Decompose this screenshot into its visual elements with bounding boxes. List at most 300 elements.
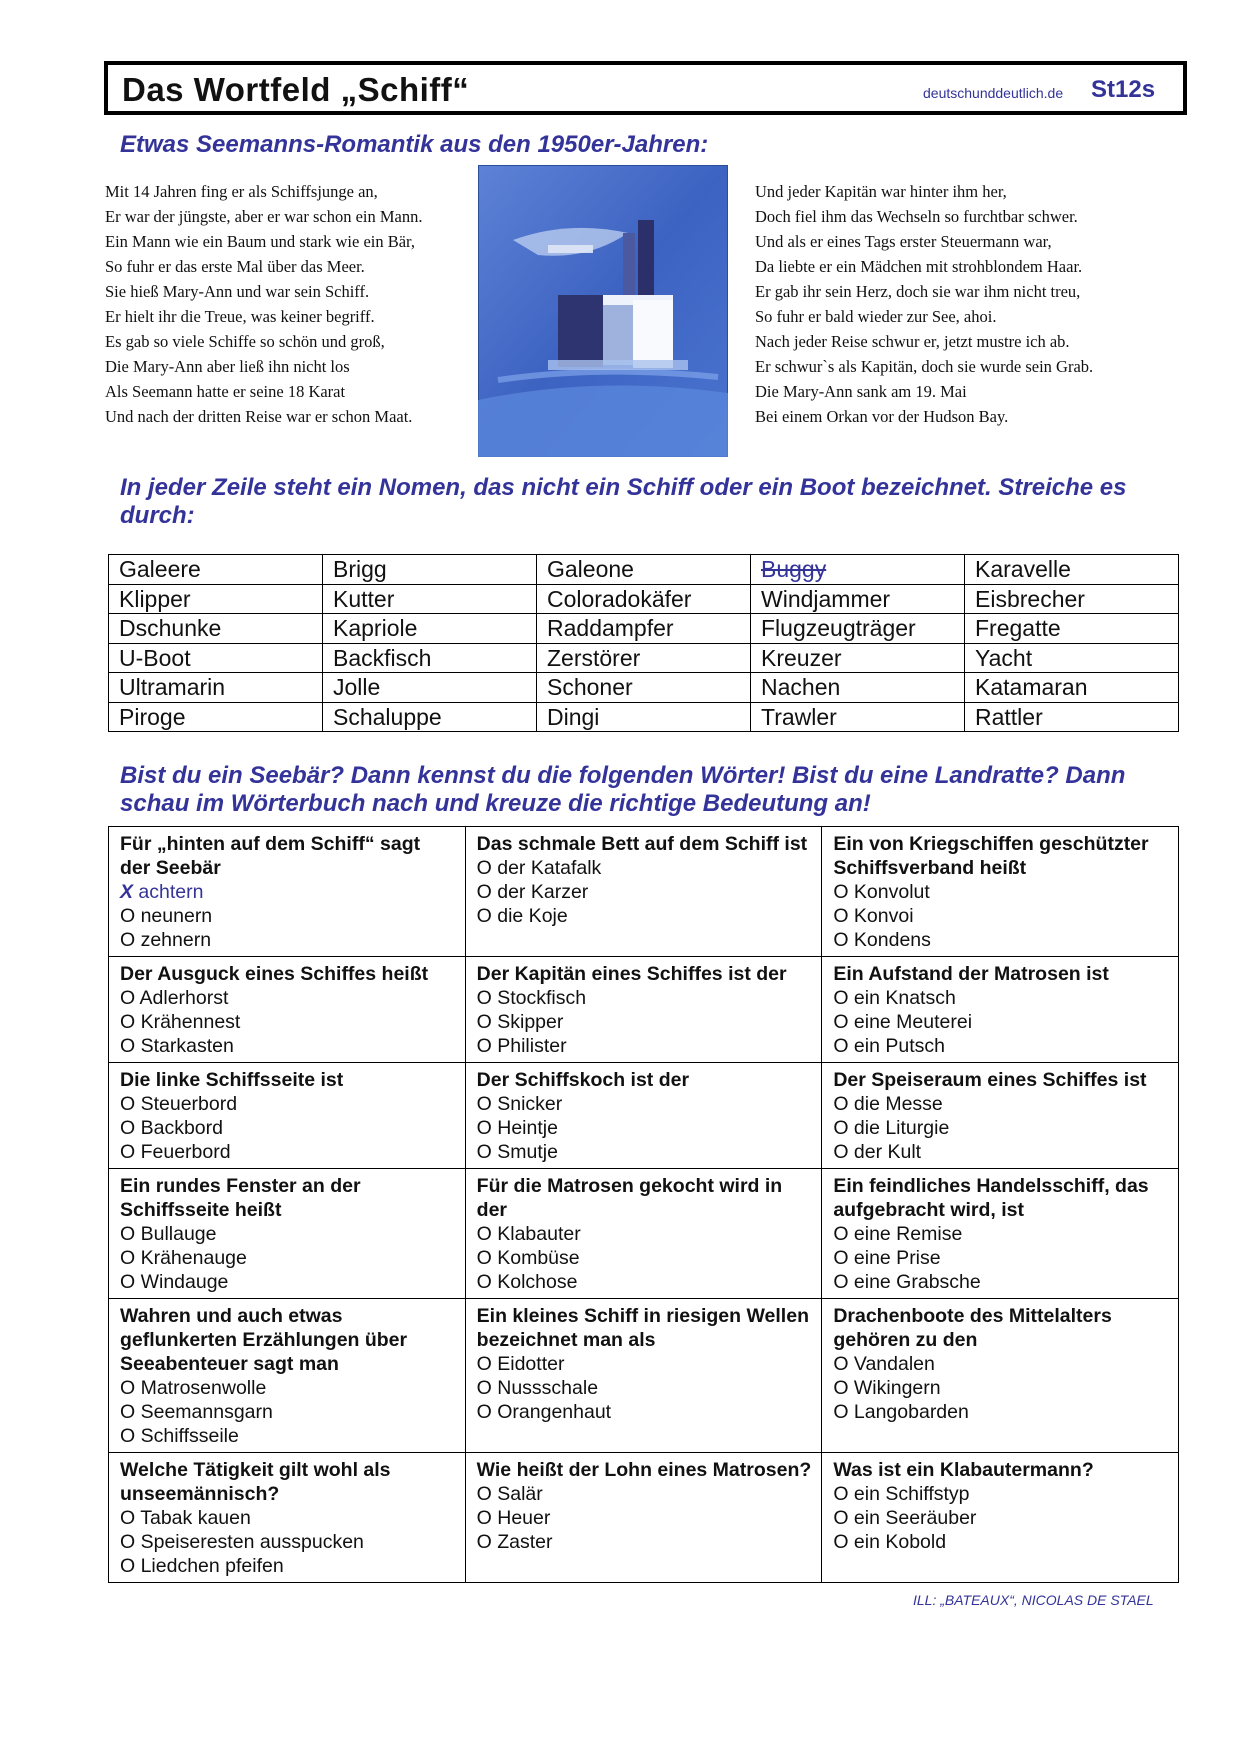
word-row	[109, 584, 1179, 614]
quiz-option[interactable]	[120, 1530, 455, 1554]
option-label: die Messe	[848, 1093, 943, 1115]
unchecked-circle[interactable]: O	[833, 929, 849, 951]
word-table	[108, 554, 1179, 732]
quiz-option[interactable]	[833, 880, 1168, 904]
quiz-cell	[822, 1063, 1179, 1169]
option-label: Tabak kauen	[135, 1507, 251, 1529]
unchecked-circle[interactable]: O	[120, 1011, 136, 1033]
option-label: neunern	[135, 905, 213, 927]
unchecked-circle[interactable]: O	[476, 1141, 492, 1163]
poem-line: So fuhr er das erste Mal über das Meer.	[105, 257, 365, 276]
quiz-option[interactable]	[120, 904, 455, 928]
option-label: Wikingern	[848, 1377, 941, 1399]
section1-heading: Etwas Seemanns-Romantik aus den 1950er-Jahren:	[120, 131, 709, 158]
quiz-question: Wie heißt der Lohn eines Matrosen?	[476, 1459, 812, 1481]
quiz-question: Ein kleines Schiff in riesigen Wellen bezeichnet man als	[476, 1305, 809, 1351]
quiz-option[interactable]	[477, 1222, 812, 1246]
quiz-cell	[465, 827, 822, 957]
quiz-option[interactable]	[120, 1400, 455, 1424]
quiz-option[interactable]	[120, 880, 455, 904]
quiz-option[interactable]	[477, 1482, 812, 1506]
word-row	[109, 555, 1179, 585]
option-label: Zaster	[491, 1531, 553, 1553]
word-row	[109, 614, 1179, 644]
quiz-option[interactable]	[477, 1246, 812, 1270]
word-cell[interactable]	[965, 673, 1179, 703]
word-cell[interactable]	[537, 584, 751, 614]
word: Trawler	[761, 703, 837, 730]
option-label: ein Putsch	[848, 1035, 945, 1057]
option-label: eine Remise	[848, 1223, 963, 1245]
option-label: Feuerbord	[135, 1141, 231, 1163]
unchecked-circle[interactable]: O	[476, 1223, 492, 1245]
quiz-option[interactable]	[833, 1222, 1168, 1246]
option-label: Salär	[491, 1483, 543, 1505]
word: Schoner	[547, 674, 633, 701]
word-row	[109, 643, 1179, 673]
quiz-cell	[822, 1453, 1179, 1583]
unchecked-circle[interactable]: O	[120, 905, 136, 927]
quiz-option[interactable]	[833, 1010, 1168, 1034]
quiz-cell	[465, 1299, 822, 1453]
worksheet-code: St12s	[1091, 76, 1156, 103]
quiz-cell	[822, 1169, 1179, 1299]
poem-line: Als Seemann hatte er seine 18 Karat	[105, 382, 346, 401]
option-label: eine Grabsche	[848, 1271, 981, 1293]
word: Karavelle	[975, 556, 1071, 583]
word-cell[interactable]	[323, 673, 537, 703]
word: Galeere	[119, 556, 201, 583]
quiz-cell	[822, 1299, 1179, 1453]
word-cell[interactable]	[537, 702, 751, 732]
quiz-option[interactable]	[120, 986, 455, 1010]
title-box	[104, 61, 1187, 115]
quiz-cell	[465, 1453, 822, 1583]
quiz-option[interactable]	[120, 1424, 455, 1448]
unchecked-circle[interactable]: O	[833, 1531, 849, 1553]
quiz-cell	[465, 1063, 822, 1169]
quiz-option[interactable]	[477, 1116, 812, 1140]
quiz-option[interactable]	[833, 986, 1168, 1010]
word: Dschunke	[119, 615, 222, 642]
unchecked-circle[interactable]: O	[120, 1247, 136, 1269]
unchecked-circle[interactable]: O	[833, 905, 849, 927]
poem-line: Er schwur`s als Kapitän, doch sie wurde sein Grab.	[755, 357, 1094, 376]
option-label: Skipper	[491, 1011, 564, 1033]
quiz-option[interactable]	[477, 1092, 812, 1116]
unchecked-circle[interactable]: O	[833, 1271, 849, 1293]
quiz-row	[109, 1063, 1179, 1169]
unchecked-circle[interactable]: O	[120, 1141, 136, 1163]
option-label: Eidotter	[491, 1353, 565, 1375]
poem-line: Doch fiel ihm das Wechseln so furchtbar schwer.	[755, 207, 1078, 226]
quiz-option[interactable]	[833, 1140, 1168, 1164]
option-label: Schiffsseile	[135, 1425, 239, 1447]
quiz-question: Welche Tätigkeit gilt wohl als unseemännisch?	[120, 1459, 391, 1505]
quiz-option[interactable]	[477, 1506, 812, 1530]
option-label: Kolchose	[491, 1271, 578, 1293]
section2-heading: In jeder Zeile steht ein Nomen, das nicht ein Schiff oder ein Boot bezeichnet. Streiche es durch:	[120, 474, 1127, 529]
word-cell[interactable]	[109, 702, 323, 732]
option-label: Philister	[491, 1035, 567, 1057]
quiz-option[interactable]	[477, 986, 812, 1010]
quiz-option[interactable]	[833, 928, 1168, 952]
quiz-option[interactable]	[120, 1034, 455, 1058]
unchecked-circle[interactable]: O	[476, 1117, 492, 1139]
unchecked-circle[interactable]: O	[120, 1271, 136, 1293]
quiz-option[interactable]	[833, 1400, 1168, 1424]
quiz-question: Für die Matrosen gekocht wird in der	[476, 1175, 783, 1221]
unchecked-circle[interactable]: O	[476, 1507, 492, 1529]
unchecked-circle[interactable]: O	[833, 1247, 849, 1269]
option-label: Nussschale	[491, 1377, 599, 1399]
word: Kutter	[333, 585, 395, 612]
unchecked-circle[interactable]: O	[476, 881, 492, 903]
word-cell[interactable]	[323, 555, 537, 585]
unchecked-circle[interactable]: O	[476, 1483, 492, 1505]
option-label: Kombüse	[491, 1247, 580, 1269]
poem-line: Und nach der dritten Reise war er schon Maat.	[105, 407, 413, 426]
quiz-question: Der Kapitän eines Schiffes ist der	[476, 963, 787, 985]
option-label: Heuer	[491, 1507, 551, 1529]
quiz-option[interactable]	[833, 1116, 1168, 1140]
poem-line: Er war der jüngste, aber er war schon ein Mann.	[105, 207, 423, 226]
quiz-question: Für „hinten auf dem Schiff“ sagt der Seebär	[120, 833, 421, 879]
word-cell[interactable]	[751, 555, 965, 585]
quiz-option[interactable]	[477, 1140, 812, 1164]
option-label: Steuerbord	[135, 1093, 238, 1115]
option-label: Snicker	[491, 1093, 563, 1115]
quiz-question: Der Ausguck eines Schiffes heißt	[120, 963, 429, 985]
unchecked-circle[interactable]: O	[120, 1035, 136, 1057]
poem-line: Er hielt ihr die Treue, was keiner begriff.	[105, 307, 375, 326]
quiz-option[interactable]	[477, 1352, 812, 1376]
word: Flugzeugträger	[761, 615, 916, 642]
word: Windjammer	[761, 585, 891, 612]
word: Eisbrecher	[975, 585, 1085, 612]
option-label: Krähennest	[135, 1011, 241, 1033]
quiz-question: Das schmale Bett auf dem Schiff ist	[476, 833, 808, 855]
poem-line: Da liebte er ein Mädchen mit strohblondem Haar.	[755, 257, 1083, 276]
quiz-question: Ein Aufstand der Matrosen ist	[833, 963, 1109, 985]
word-cell[interactable]	[965, 643, 1179, 673]
word: Yacht	[975, 644, 1033, 671]
quiz-option[interactable]	[477, 1010, 812, 1034]
quiz-option[interactable]	[833, 1246, 1168, 1270]
quiz-cell	[109, 827, 466, 957]
option-label: Krähenauge	[135, 1247, 247, 1269]
word: Piroge	[119, 703, 186, 730]
unchecked-circle[interactable]: O	[476, 1247, 492, 1269]
word: Katamaran	[975, 674, 1088, 701]
option-label: die Liturgie	[848, 1117, 950, 1139]
quiz-option[interactable]	[833, 1376, 1168, 1400]
word-cell[interactable]	[751, 702, 965, 732]
quiz-option[interactable]	[120, 1116, 455, 1140]
quiz-option[interactable]	[833, 1352, 1168, 1376]
word-cell[interactable]	[109, 673, 323, 703]
word: Raddampfer	[547, 615, 674, 642]
word-cell[interactable]	[323, 584, 537, 614]
unchecked-circle[interactable]: O	[833, 1401, 849, 1423]
option-label: Backbord	[135, 1117, 223, 1139]
word-cell[interactable]	[537, 643, 751, 673]
unchecked-circle[interactable]: O	[833, 881, 849, 903]
unchecked-circle[interactable]: O	[476, 905, 492, 927]
unchecked-circle[interactable]: O	[833, 1011, 849, 1033]
option-label: Seemannsgarn	[135, 1401, 273, 1423]
poem-line: Er gab ihr sein Herz, doch sie war ihm nicht treu,	[755, 282, 1081, 301]
quiz-cell	[822, 957, 1179, 1063]
poem-line: Ein Mann wie ein Baum und stark wie ein Bär,	[105, 232, 416, 251]
unchecked-circle[interactable]: O	[476, 1401, 492, 1423]
unchecked-circle[interactable]: O	[833, 1093, 849, 1115]
quiz-cell	[109, 1453, 466, 1583]
poem-line: Sie hieß Mary-Ann und war sein Schiff.	[105, 282, 370, 301]
word: Galeone	[547, 556, 634, 583]
quiz-option[interactable]	[120, 1010, 455, 1034]
option-label: Matrosenwolle	[135, 1377, 267, 1399]
poem-line: Und als er eines Tags erster Steuermann war,	[755, 232, 1052, 251]
quiz-question: Ein von Kriegschiffen geschützter Schiffsverband heißt	[833, 833, 1149, 879]
illustration-credit: ILL: „BATEAUX“, NICOLAS DE STAEL	[913, 1592, 1154, 1608]
option-label: Smutje	[491, 1141, 558, 1163]
painting-bateaux	[478, 165, 728, 457]
word: Kapriole	[333, 615, 418, 642]
unchecked-circle[interactable]: O	[120, 987, 136, 1009]
word: Jolle	[333, 674, 381, 701]
word-cell[interactable]	[751, 673, 965, 703]
quiz-option[interactable]	[833, 904, 1168, 928]
unchecked-circle[interactable]: O	[476, 987, 492, 1009]
poem-line: Mit 14 Jahren fing er als Schiffsjunge an,	[105, 182, 378, 201]
quiz-option[interactable]	[833, 1482, 1168, 1506]
option-label: Heintje	[491, 1117, 558, 1139]
option-label: zehnern	[135, 929, 212, 951]
word: U-Boot	[119, 644, 191, 671]
word-cell[interactable]	[965, 614, 1179, 644]
word-cell[interactable]	[109, 643, 323, 673]
word-cell[interactable]	[751, 584, 965, 614]
poem-line: Bei einem Orkan vor der Hudson Bay.	[755, 407, 1009, 426]
word-cell[interactable]	[323, 643, 537, 673]
unchecked-circle[interactable]: O	[476, 1271, 492, 1293]
unchecked-circle[interactable]: O	[476, 1531, 492, 1553]
word-row	[109, 673, 1179, 703]
quiz-cell	[109, 1169, 466, 1299]
word-cell[interactable]	[751, 643, 965, 673]
quiz-option[interactable]	[120, 1222, 455, 1246]
option-label: Konvolut	[848, 881, 930, 903]
word: Dingi	[547, 703, 600, 730]
quiz-question: Wahren und auch etwas geflunkerten Erzählungen über Seeabenteuer sagt man	[120, 1305, 408, 1375]
quiz-option[interactable]	[120, 928, 455, 952]
quiz-cell	[465, 1169, 822, 1299]
word: Klipper	[119, 585, 191, 612]
quiz-cell	[109, 1063, 466, 1169]
unchecked-circle[interactable]: O	[833, 1035, 849, 1057]
option-label: Liedchen pfeifen	[135, 1555, 284, 1577]
option-label: ein Schiffstyp	[848, 1483, 970, 1505]
option-label: Konvoi	[848, 905, 914, 927]
option-label: Windauge	[135, 1271, 229, 1293]
option-label: die Koje	[491, 905, 568, 927]
word: Backfisch	[333, 644, 432, 671]
quiz-option[interactable]	[120, 1246, 455, 1270]
unchecked-circle[interactable]: O	[833, 1141, 849, 1163]
quiz-option[interactable]	[477, 1530, 812, 1554]
word-cell[interactable]	[537, 673, 751, 703]
option-label: Kondens	[848, 929, 931, 951]
word: Brigg	[333, 556, 387, 583]
option-label: Langobarden	[848, 1401, 969, 1423]
quiz-row	[109, 1299, 1179, 1453]
quiz-row	[109, 957, 1179, 1063]
site-name: deutschunddeutlich.de	[923, 85, 1064, 101]
unchecked-circle[interactable]: O	[476, 1035, 492, 1057]
option-label: eine Prise	[848, 1247, 941, 1269]
quiz-option[interactable]	[833, 1530, 1168, 1554]
option-label: Stockfisch	[491, 987, 587, 1009]
quiz-option[interactable]	[833, 1506, 1168, 1530]
quiz-table	[108, 826, 1179, 1583]
unchecked-circle[interactable]: O	[833, 1223, 849, 1245]
quiz-question: Drachenboote des Mittelalters gehören zu den	[833, 1305, 1112, 1351]
word: Zerstörer	[547, 644, 641, 671]
unchecked-circle[interactable]: O	[120, 1093, 136, 1115]
unchecked-circle[interactable]: O	[833, 987, 849, 1009]
option-label: ein Kobold	[848, 1531, 947, 1553]
option-label: Starkasten	[135, 1035, 234, 1057]
quiz-question: Ein rundes Fenster an der Schiffsseite heißt	[120, 1175, 361, 1221]
unchecked-circle[interactable]: O	[476, 1353, 492, 1375]
poem-line: Die Mary-Ann sank am 19. Mai	[755, 382, 967, 401]
quiz-row	[109, 827, 1179, 957]
unchecked-circle[interactable]: O	[120, 1531, 136, 1553]
word: Ultramarin	[119, 674, 226, 701]
unchecked-circle[interactable]: O	[120, 1117, 136, 1139]
section3-heading: Bist du ein Seebär? Dann kennst du die folgenden Wörter! Bist du eine Landratte? Dann schau im Wörterbuch nach und kreuze die richtige Bedeutung an!	[120, 762, 1126, 817]
quiz-option[interactable]	[477, 1400, 812, 1424]
word-cell[interactable]	[109, 614, 323, 644]
option-label: Orangenhaut	[491, 1401, 612, 1423]
quiz-question: Ein feindliches Handelsschiff, das aufgebracht wird, ist	[833, 1175, 1149, 1221]
word-cell[interactable]	[965, 584, 1179, 614]
quiz-option[interactable]	[477, 1034, 812, 1058]
word-cell[interactable]	[965, 555, 1179, 585]
word: Rattler	[975, 703, 1043, 730]
quiz-cell	[822, 827, 1179, 957]
word-cell[interactable]	[109, 555, 323, 585]
poem-line: Und jeder Kapitän war hinter ihm her,	[755, 182, 1007, 201]
word-cell[interactable]	[323, 614, 537, 644]
option-label: Speiseresten ausspucken	[135, 1531, 364, 1553]
option-label: der Karzer	[491, 881, 589, 903]
word: Kreuzer	[761, 644, 842, 671]
word: Fregatte	[975, 615, 1061, 642]
word-cell[interactable]	[537, 555, 751, 585]
option-label: achtern	[133, 881, 204, 903]
quiz-option[interactable]	[477, 1270, 812, 1294]
quiz-question: Die linke Schiffsseite ist	[120, 1069, 344, 1091]
quiz-option[interactable]	[477, 856, 812, 880]
quiz-option[interactable]	[477, 1376, 812, 1400]
unchecked-circle[interactable]: O	[476, 1093, 492, 1115]
word: Nachen	[761, 674, 841, 701]
option-label: der Kult	[848, 1141, 922, 1163]
word-cell[interactable]	[323, 702, 537, 732]
unchecked-circle[interactable]: O	[833, 1483, 849, 1505]
unchecked-circle[interactable]: O	[476, 1377, 492, 1399]
quiz-option[interactable]	[120, 1270, 455, 1294]
word-cell[interactable]	[537, 614, 751, 644]
word-row	[109, 702, 1179, 732]
unchecked-circle[interactable]: O	[476, 857, 492, 879]
struck-word: Buggy	[761, 556, 827, 583]
quiz-question: Der Speiseraum eines Schiffes ist	[833, 1069, 1147, 1091]
poem-right	[755, 179, 1093, 429]
poem-left	[105, 179, 423, 429]
word: Schaluppe	[333, 703, 442, 730]
poem-line: Die Mary-Ann aber ließ ihn nicht los	[105, 357, 350, 376]
unchecked-circle[interactable]: O	[120, 1507, 136, 1529]
quiz-option[interactable]	[120, 1092, 455, 1116]
quiz-row	[109, 1453, 1179, 1583]
quiz-option[interactable]	[833, 1034, 1168, 1058]
unchecked-circle[interactable]: O	[120, 1377, 136, 1399]
word-cell[interactable]	[751, 614, 965, 644]
unchecked-circle[interactable]: O	[120, 1223, 136, 1245]
quiz-cell	[109, 957, 466, 1063]
poem-line: So fuhr er bald wieder zur See, ahoi.	[755, 307, 997, 326]
option-label: der Katafalk	[491, 857, 602, 879]
word-cell[interactable]	[109, 584, 323, 614]
quiz-option[interactable]	[833, 1092, 1168, 1116]
quiz-option[interactable]	[120, 1506, 455, 1530]
unchecked-circle[interactable]: O	[833, 1507, 849, 1529]
poem-line: Es gab so viele Schiffe so schön und groß,	[105, 332, 385, 351]
checked-mark[interactable]: X	[120, 881, 134, 903]
unchecked-circle[interactable]: O	[120, 929, 136, 951]
page-title: Das Wortfeld „Schiff“	[122, 71, 470, 108]
quiz-option[interactable]	[120, 1140, 455, 1164]
word: Coloradokäfer	[547, 585, 692, 612]
word-cell[interactable]	[965, 702, 1179, 732]
option-label: eine Meuterei	[848, 1011, 973, 1033]
unchecked-circle[interactable]: O	[120, 1555, 136, 1577]
quiz-cell	[109, 1299, 466, 1453]
quiz-question: Der Schiffskoch ist der	[476, 1069, 690, 1091]
option-label: ein Knatsch	[848, 987, 956, 1009]
quiz-option[interactable]	[120, 1554, 455, 1578]
quiz-question: Was ist ein Klabautermann?	[833, 1459, 1094, 1481]
quiz-option[interactable]	[477, 880, 812, 904]
quiz-cell	[465, 957, 822, 1063]
option-label: Vandalen	[848, 1353, 935, 1375]
unchecked-circle[interactable]: O	[833, 1117, 849, 1139]
quiz-option[interactable]	[120, 1376, 455, 1400]
unchecked-circle[interactable]: O	[833, 1377, 849, 1399]
unchecked-circle[interactable]: O	[833, 1353, 849, 1375]
poem-line: Nach jeder Reise schwur er, jetzt mustre ich ab.	[755, 332, 1070, 351]
quiz-row	[109, 1169, 1179, 1299]
unchecked-circle[interactable]: O	[120, 1401, 136, 1423]
unchecked-circle[interactable]: O	[120, 1425, 136, 1447]
quiz-option[interactable]	[477, 904, 812, 928]
quiz-option[interactable]	[833, 1270, 1168, 1294]
unchecked-circle[interactable]: O	[476, 1011, 492, 1033]
option-label: Klabauter	[491, 1223, 581, 1245]
